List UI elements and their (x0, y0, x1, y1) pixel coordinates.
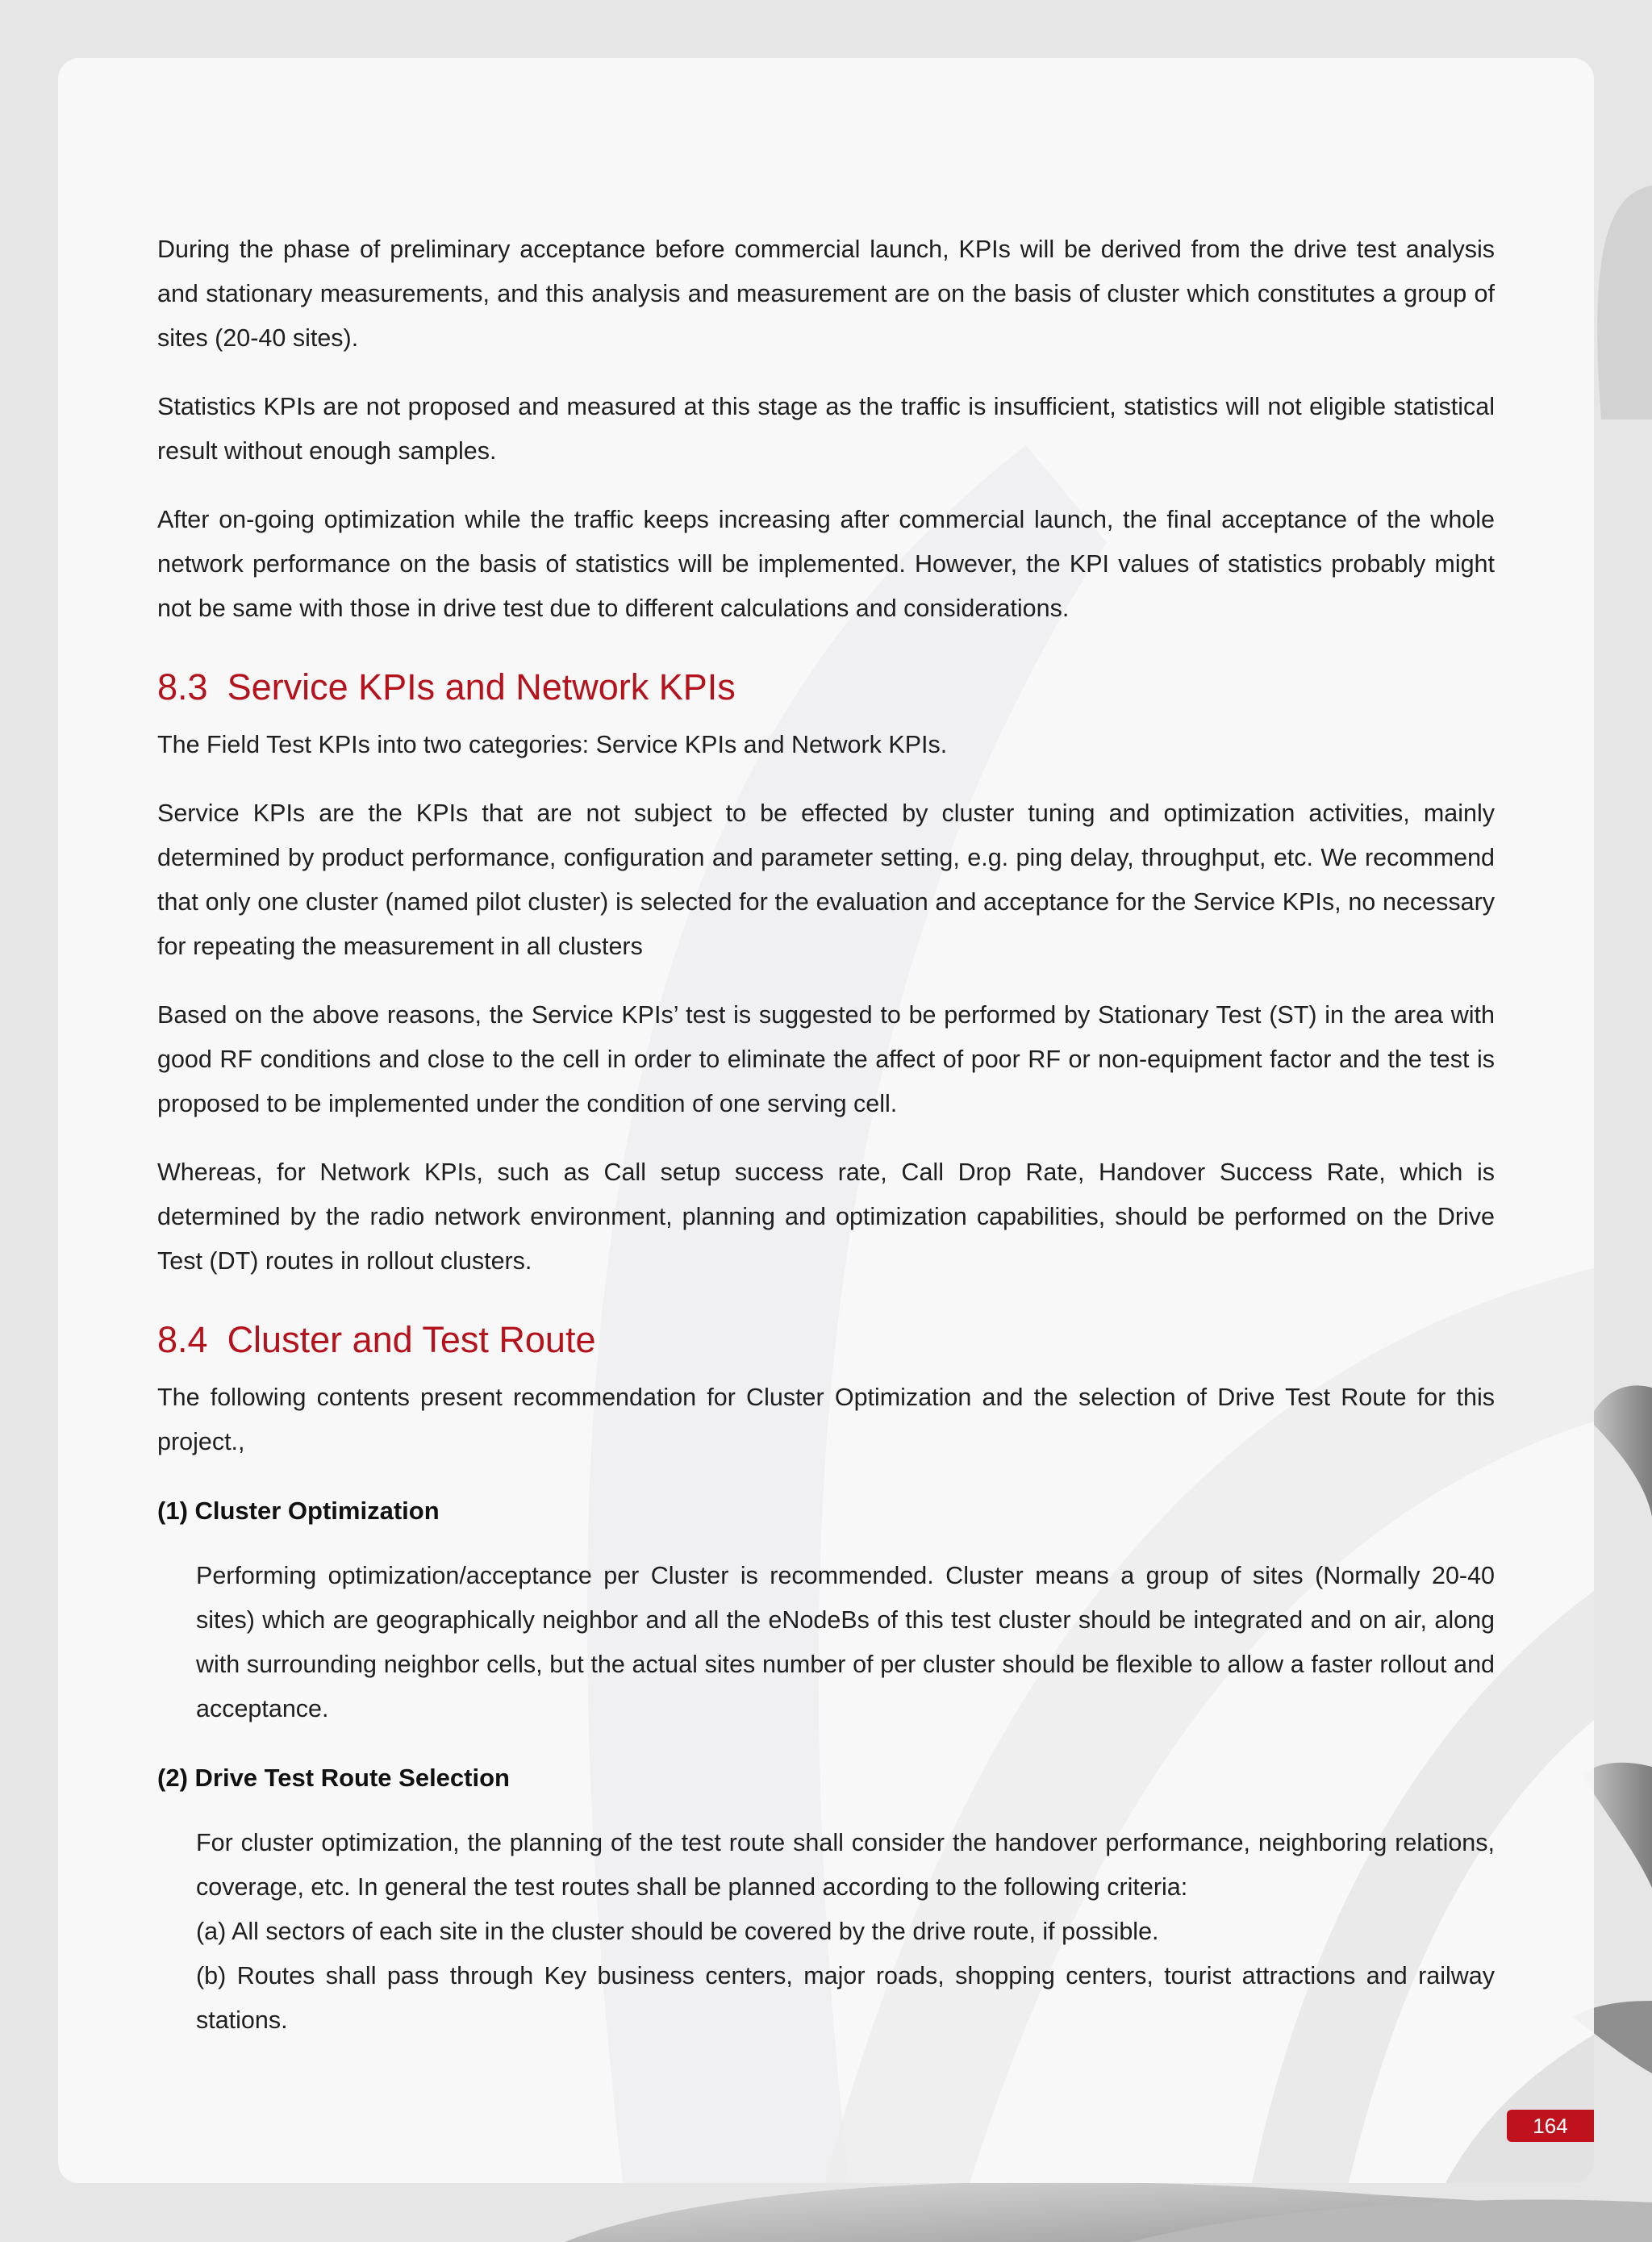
section-title: Cluster and Test Route (227, 1319, 596, 1360)
cluster-optimization-heading: (1) Cluster Optimization (157, 1497, 440, 1525)
section-8-3-paragraph-2: Service KPIs are the KPIs that are not subject to be effected by cluster tuning and optimization activities, mainly determined by product performance, configuration and parameter setting, e.g. ping delay, throughput, etc. We recommend that only one cluster (named pilot cluster) is selected for the evaluation and acceptance for the Service KPIs, no necessary for repeating the measurement in all clusters (157, 800, 1495, 960)
cluster-optimization-text: Performing optimization/acceptance per Cluster is recommended. Cluster means a group of sites (Normally 20-40 sites) which are geographically neighbor and all the eNodeBs of this test cluster should be integrated and on air, along with surrounding neighbor cells, but the actual sites number of per cluster should be flexible to allow a faster rollout and acceptance. (196, 1562, 1495, 1722)
section-8-3-paragraph-4: Whereas, for Network KPIs, such as Call setup success rate, Call Drop Rate, Handover Success Rate, which is determined by the radio network environment, planning and optimization capabilities, should be performed on the Drive Test (DT) routes in rollout clusters. (157, 1159, 1495, 1275)
document-page (58, 58, 1594, 2183)
section-title: Service KPIs and Network KPIs (227, 666, 736, 708)
section-number: 8.3 (157, 666, 208, 708)
criteria-item-b: (b) Routes shall pass through Key business centers, major roads, shopping centers, tourist attractions and railway stations. (196, 1962, 1495, 2034)
intro-paragraph-3: After on-going optimization while the traffic keeps increasing after commercial launch, the final acceptance of the whole network performance on the basis of statistics will be implemented. However, the KPI values of statistics probably might not be same with those in drive test due to different calculations and considerations. (157, 506, 1495, 622)
section-8-3-heading (157, 663, 1495, 712)
page-content (157, 228, 1495, 2043)
criteria-item-a: (a) All sectors of each site in the cluster should be covered by the drive route, if possible. (196, 1918, 1159, 1945)
intro-paragraph-2: Statistics KPIs are not proposed and measured at this stage as the traffic is insufficient, statistics will not eligible statistical result without enough samples. (157, 393, 1495, 465)
section-8-3-paragraph-1: The Field Test KPIs into two categories: Service KPIs and Network KPIs. (157, 731, 948, 758)
intro-paragraph-1: During the phase of preliminary acceptance before commercial launch, KPIs will be derived from the drive test analysis and stationary measurements, and this analysis and measurement are on the basis of cluster which constitutes a group of sites (20-40 sites). (157, 236, 1495, 352)
section-number: 8.4 (157, 1319, 208, 1360)
drive-test-route-heading: (2) Drive Test Route Selection (157, 1764, 510, 1792)
drive-test-route-text: For cluster optimization, the planning of the test route shall consider the handover performance, neighboring relations, coverage, etc. In general the test routes shall be planned according to the following criteria: (196, 1829, 1495, 1901)
page-number-badge: 164 (1507, 2110, 1594, 2142)
section-8-4-paragraph-1: The following contents present recommendation for Cluster Optimization and the selection of Drive Test Route for this project., (157, 1384, 1495, 1455)
section-8-3-paragraph-3: Based on the above reasons, the Service KPIs’ test is suggested to be performed by Stationary Test (ST) in the area with good RF conditions and close to the cell in order to eliminate the affect of poor RF or non-equipment factor and the test is proposed to be implemented under the condition of one serving cell. (157, 1001, 1495, 1117)
section-8-4-heading (157, 1316, 1495, 1364)
